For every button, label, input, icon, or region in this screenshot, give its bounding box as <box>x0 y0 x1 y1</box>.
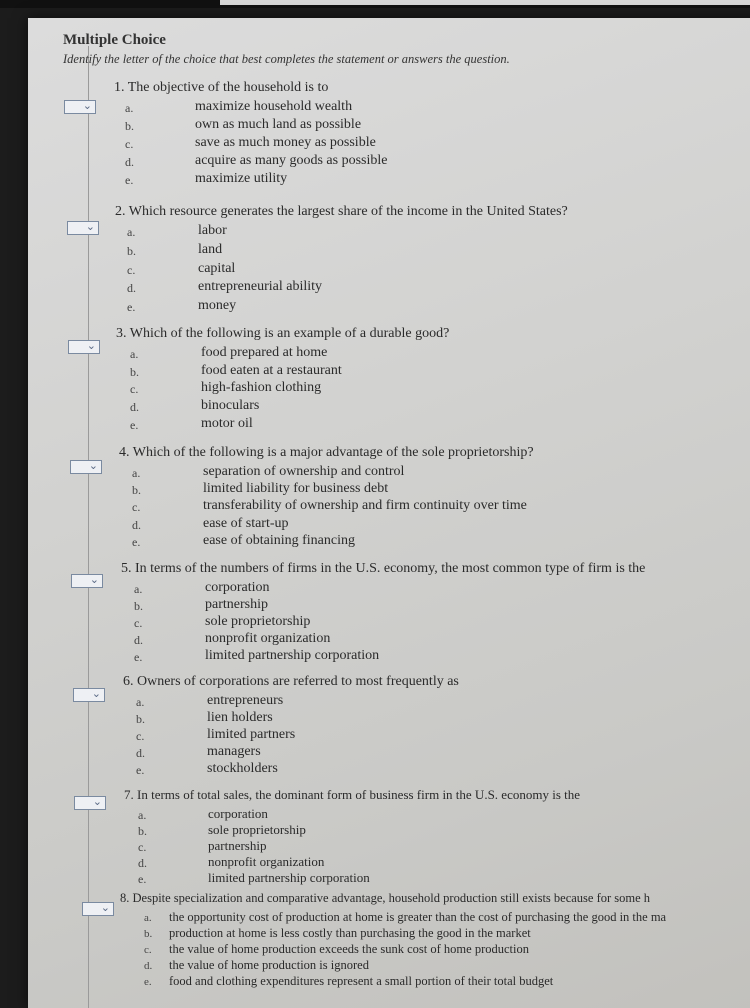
chevron-down-icon: ⌄ <box>82 99 92 112</box>
option-text: high-fashion clothing <box>201 380 322 395</box>
option-text: acquire as many goods as possible <box>195 153 388 168</box>
option-text: binoculars <box>201 398 260 413</box>
question-number: 6. <box>123 674 137 689</box>
option-text: managers <box>207 744 261 759</box>
option-letter: e. <box>125 173 134 187</box>
question-stem: Which resource generates the largest share of the income in the United States? <box>128 204 568 219</box>
question-text <box>114 80 328 96</box>
option-letter: b. <box>125 119 134 133</box>
question-number: 2. <box>115 204 129 219</box>
option-text: transferability of ownership and firm continuity over time <box>203 498 527 513</box>
option-letter: c. <box>138 840 147 854</box>
option-text: ease of obtaining financing <box>203 533 356 548</box>
option-text: partnership <box>208 838 267 853</box>
option-text: the value of home production exceeds the sunk cost of home production <box>169 942 529 956</box>
option-letter: c. <box>134 616 143 630</box>
question-stem: In terms of the numbers of firms in the U.S. economy, the most common type of firm is the <box>135 561 646 576</box>
option-letter: a. <box>134 582 143 596</box>
answer-select-q3[interactable] <box>68 340 100 354</box>
option-text: stockholders <box>207 761 278 776</box>
option-text: nonprofit organization <box>208 854 325 869</box>
question-text <box>119 445 534 461</box>
option-letter: e. <box>130 418 139 432</box>
option-text: production at home is less costly than purchasing the good in the market <box>169 926 531 940</box>
option-text: corporation <box>208 806 268 821</box>
option-text: food and clothing expenditures represent a small portion of their total budget <box>169 974 554 988</box>
section-instructions: Identify the letter of the choice that best completes the statement or answers the question. <box>63 52 510 66</box>
option-text: motor oil <box>201 416 253 431</box>
chevron-down-icon: ⌄ <box>86 339 96 352</box>
left-margin-rule <box>88 46 89 1008</box>
answer-select-q6[interactable] <box>73 688 105 702</box>
option-letter: b. <box>127 244 136 258</box>
option-letter: d. <box>136 746 145 760</box>
option-text: limited partnership corporation <box>208 870 370 885</box>
option-letter: e. <box>138 872 147 886</box>
option-text: land <box>198 242 223 257</box>
question-text <box>121 561 645 577</box>
question-number: 1. <box>114 80 128 95</box>
option-letter: b. <box>138 824 147 838</box>
option-text: save as much money as possible <box>195 135 376 150</box>
option-letter: d. <box>144 960 153 972</box>
answer-select-q5[interactable] <box>71 574 103 588</box>
option-text: ease of start-up <box>203 516 289 531</box>
window-top-strip <box>220 0 750 5</box>
option-letter: d. <box>130 400 139 414</box>
question-stem: Owners of corporations are referred to most frequently as <box>137 674 459 689</box>
chevron-down-icon: ⌄ <box>91 687 101 700</box>
option-text: limited partnership corporation <box>205 648 380 663</box>
option-text: lien holders <box>207 710 273 725</box>
option-letter: b. <box>132 483 141 497</box>
option-letter: e. <box>127 300 136 314</box>
option-text: the opportunity cost of production at home is greater than the cost of purchasing the good in the ma <box>169 910 667 924</box>
option-letter: d. <box>125 155 134 169</box>
question-text <box>115 204 568 220</box>
answer-select-q2[interactable] <box>67 221 99 235</box>
option-text: entrepreneurial ability <box>198 279 322 294</box>
section-title: Multiple Choice <box>63 32 166 48</box>
question-text <box>120 891 650 906</box>
option-letter: d. <box>134 633 143 647</box>
answer-select-q4[interactable] <box>70 460 102 474</box>
question-text <box>123 674 459 690</box>
option-letter: b. <box>134 599 143 613</box>
option-letter: a. <box>127 225 136 239</box>
option-text: money <box>198 298 237 313</box>
question-stem: In terms of total sales, the dominant form of business firm in the U.S. economy is the <box>137 787 581 802</box>
option-letter: a. <box>132 466 141 480</box>
option-letter: c. <box>132 500 141 514</box>
option-text: corporation <box>205 580 270 595</box>
option-text: partnership <box>205 597 268 612</box>
option-text: capital <box>198 261 236 276</box>
option-text: limited partners <box>207 727 296 742</box>
question-number: 8. <box>120 891 133 905</box>
option-letter: c. <box>136 729 145 743</box>
answer-select-q1[interactable] <box>64 100 96 114</box>
option-text: the value of home production is ignored <box>169 958 369 972</box>
option-text: food prepared at home <box>201 345 328 360</box>
option-text: limited liability for business debt <box>203 481 389 496</box>
option-letter: e. <box>136 763 145 777</box>
option-text: sole proprietorship <box>205 614 311 629</box>
question-stem: Which of the following is an example of a durable good? <box>129 326 450 341</box>
answer-select-q7[interactable] <box>74 796 106 810</box>
question-stem: The objective of the household is to <box>127 80 329 95</box>
option-letter: a. <box>125 101 134 115</box>
question-text <box>124 787 580 803</box>
question-text <box>116 326 449 342</box>
question-stem: Despite specialization and comparative advantage, household production still exists because for some h <box>132 891 651 905</box>
option-letter: d. <box>138 856 147 870</box>
option-text: maximize household wealth <box>195 99 353 114</box>
option-text: entrepreneurs <box>207 693 284 708</box>
question-number: 7. <box>124 787 137 802</box>
quiz-page <box>28 18 750 1008</box>
option-letter: b. <box>130 365 139 379</box>
option-text: labor <box>198 223 227 238</box>
question-number: 4. <box>119 445 133 460</box>
option-letter: a. <box>130 347 139 361</box>
option-letter: c. <box>144 944 152 956</box>
option-text: sole proprietorship <box>208 822 306 837</box>
chevron-down-icon: ⌄ <box>100 901 110 914</box>
question-number: 3. <box>116 326 130 341</box>
option-letter: e. <box>132 535 141 549</box>
question-stem: Which of the following is a major advantage of the sole proprietorship? <box>132 445 534 460</box>
option-text: food eaten at a restaurant <box>201 363 342 378</box>
option-text: maximize utility <box>195 171 288 186</box>
option-letter: d. <box>132 518 141 532</box>
option-letter: c. <box>127 263 136 277</box>
option-letter: c. <box>125 137 134 151</box>
option-letter: e. <box>134 650 143 664</box>
option-letter: e. <box>144 976 152 988</box>
option-letter: d. <box>127 281 136 295</box>
option-text: nonprofit organization <box>205 631 331 646</box>
chevron-down-icon: ⌄ <box>88 459 98 472</box>
option-letter: a. <box>138 808 147 822</box>
option-letter: b. <box>144 928 153 940</box>
chevron-down-icon: ⌄ <box>85 220 95 233</box>
option-letter: a. <box>136 695 145 709</box>
answer-select-q8[interactable] <box>82 902 114 916</box>
option-letter: a. <box>144 912 152 924</box>
question-number: 5. <box>121 561 135 576</box>
chevron-down-icon: ⌄ <box>89 573 99 586</box>
option-text: separation of ownership and control <box>203 464 405 479</box>
chevron-down-icon: ⌄ <box>92 795 102 808</box>
option-letter: b. <box>136 712 145 726</box>
option-text: own as much land as possible <box>195 117 362 132</box>
option-letter: c. <box>130 382 139 396</box>
